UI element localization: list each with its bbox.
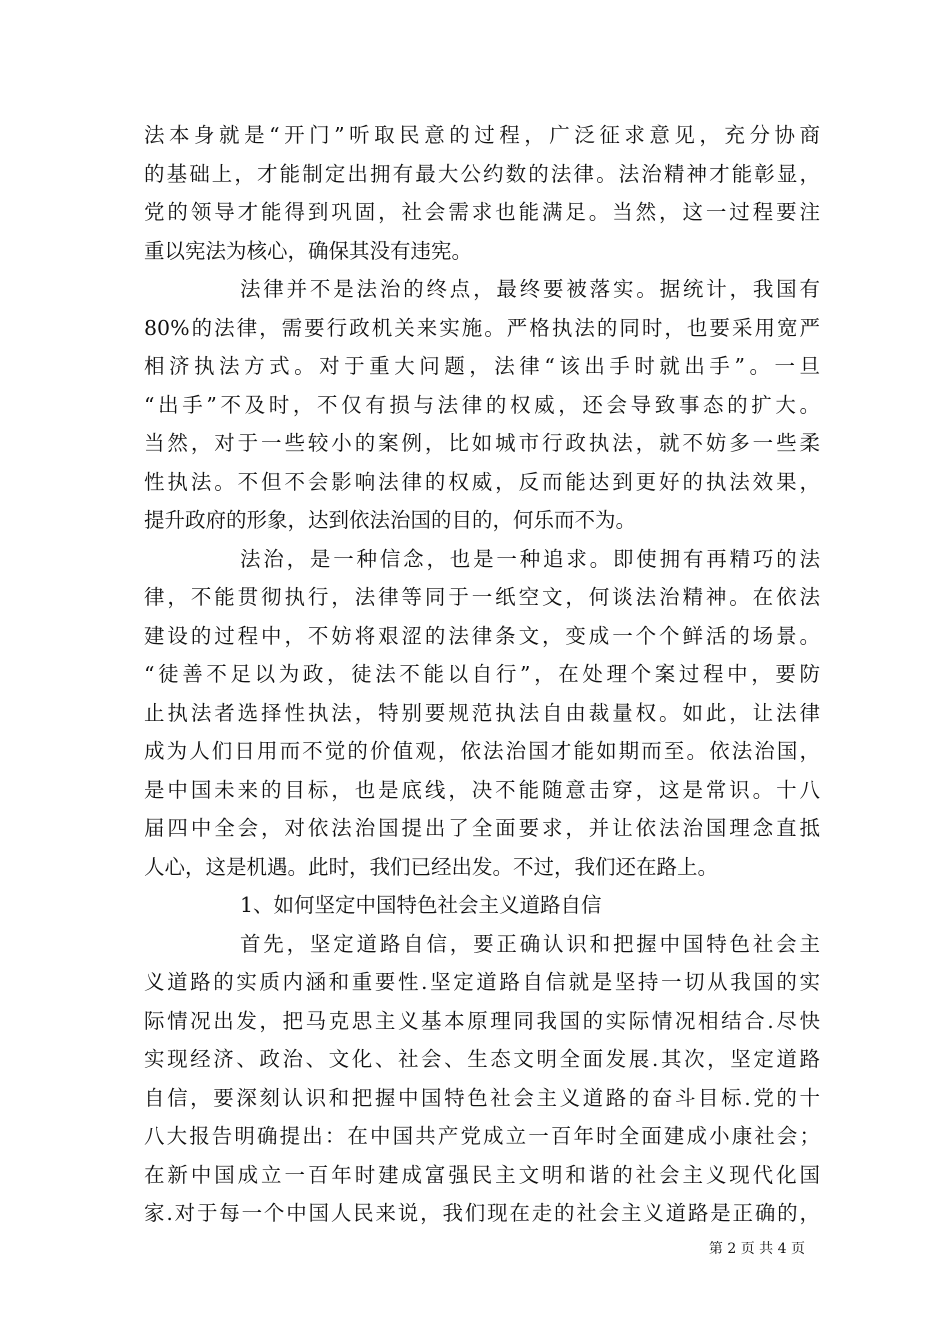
section-heading: 1、如何坚定中国特色社会主义道路自信: [240, 893, 602, 917]
text-line: 人心，这是机遇。此时，我们已经出发。不过，我们还在路上。: [144, 854, 718, 879]
text-line: 届四中全会，对依法治国提出了全面要求，并让依法治国理念直抵: [144, 816, 820, 840]
text-line: 是中国未来的目标，也是底线，决不能随意击穿，这是常识。十八: [144, 777, 820, 802]
text-line: 性执法。不但不会影响法律的权威，反而能达到更好的执法效果，: [144, 469, 820, 494]
text-line: 义道路的实质内涵和重要性.坚定道路自信就是坚持一切从我国的实: [144, 970, 820, 994]
text-line: 成为人们日用而不觉的价值观，依法治国才能如期而至。依法治国，: [144, 739, 820, 763]
text-line: 首先，坚定道路自信，要正确认识和把握中国特色社会主: [240, 931, 820, 956]
text-line: 实现经济、政治、文化、社会、生态文明全面发展.其次，坚定道路: [144, 1047, 820, 1071]
text-line: 止执法者选择性执法，特别要规范执法自由裁量权。如此，让法律: [144, 700, 820, 725]
text-line: 在新中国成立一百年时建成富强民主文明和谐的社会主义现代化国: [144, 1162, 820, 1187]
text-line: 际情况出发，把马克思主义基本原理同我国的实际情况相结合.尽快: [144, 1008, 820, 1033]
text-line: 建设的过程中，不妨将艰涩的法律条文，变成一个个鲜活的场景。: [144, 623, 820, 648]
text-line: 80%的法律，需要行政机关来实施。严格执法的同时，也要采用宽严: [144, 315, 820, 340]
text-line: “出手”不及时，不仅有损与法律的权威，还会导致事态的扩大。: [144, 392, 820, 417]
text-line: 律，不能贯彻执行，法律等同于一纸空文，何谈法治精神。在依法: [144, 585, 820, 609]
page-number-footer: 第 2 页 共 4 页: [708, 1241, 805, 1257]
document-body: [144, 116, 820, 1233]
text-line: 自信，要深刻认识和把握中国特色社会主义道路的奋斗目标.党的十: [144, 1085, 820, 1110]
text-line: 法治，是一种信念，也是一种追求。即使拥有再精巧的法: [240, 546, 820, 571]
text-line: 当然，对于一些较小的案例，比如城市行政执法，就不妨多一些柔: [144, 431, 820, 455]
text-line: “徒善不足以为政，徒法不能以自行”，在处理个案过程中，要防: [144, 662, 820, 686]
text-line: 法律并不是法治的终点，最终要被落实。据统计，我国有: [240, 277, 820, 301]
text-line: 相济执法方式。对于重大问题，法律“该出手时就出手”。一旦: [144, 354, 820, 378]
text-line: 家.对于每一个中国人民来说，我们现在走的社会主义道路是正确的，: [144, 1201, 820, 1225]
text-line: 法本身就是“开门”听取民意的过程，广泛征求意见，充分协商: [144, 123, 820, 147]
text-line: 提升政府的形象，达到依法治国的目的，何乐而不为。: [144, 508, 636, 532]
text-line: 的基础上，才能制定出拥有最大公约数的法律。法治精神才能彰显，: [144, 161, 820, 186]
text-line: 八大报告明确提出：在中国共产党成立一百年时全面建成小康社会；: [144, 1124, 820, 1148]
text-line: 重以宪法为核心，确保其没有违宪。: [144, 238, 472, 263]
text-line: 党的领导才能得到巩固，社会需求也能满足。当然，这一过程要注: [144, 200, 820, 224]
